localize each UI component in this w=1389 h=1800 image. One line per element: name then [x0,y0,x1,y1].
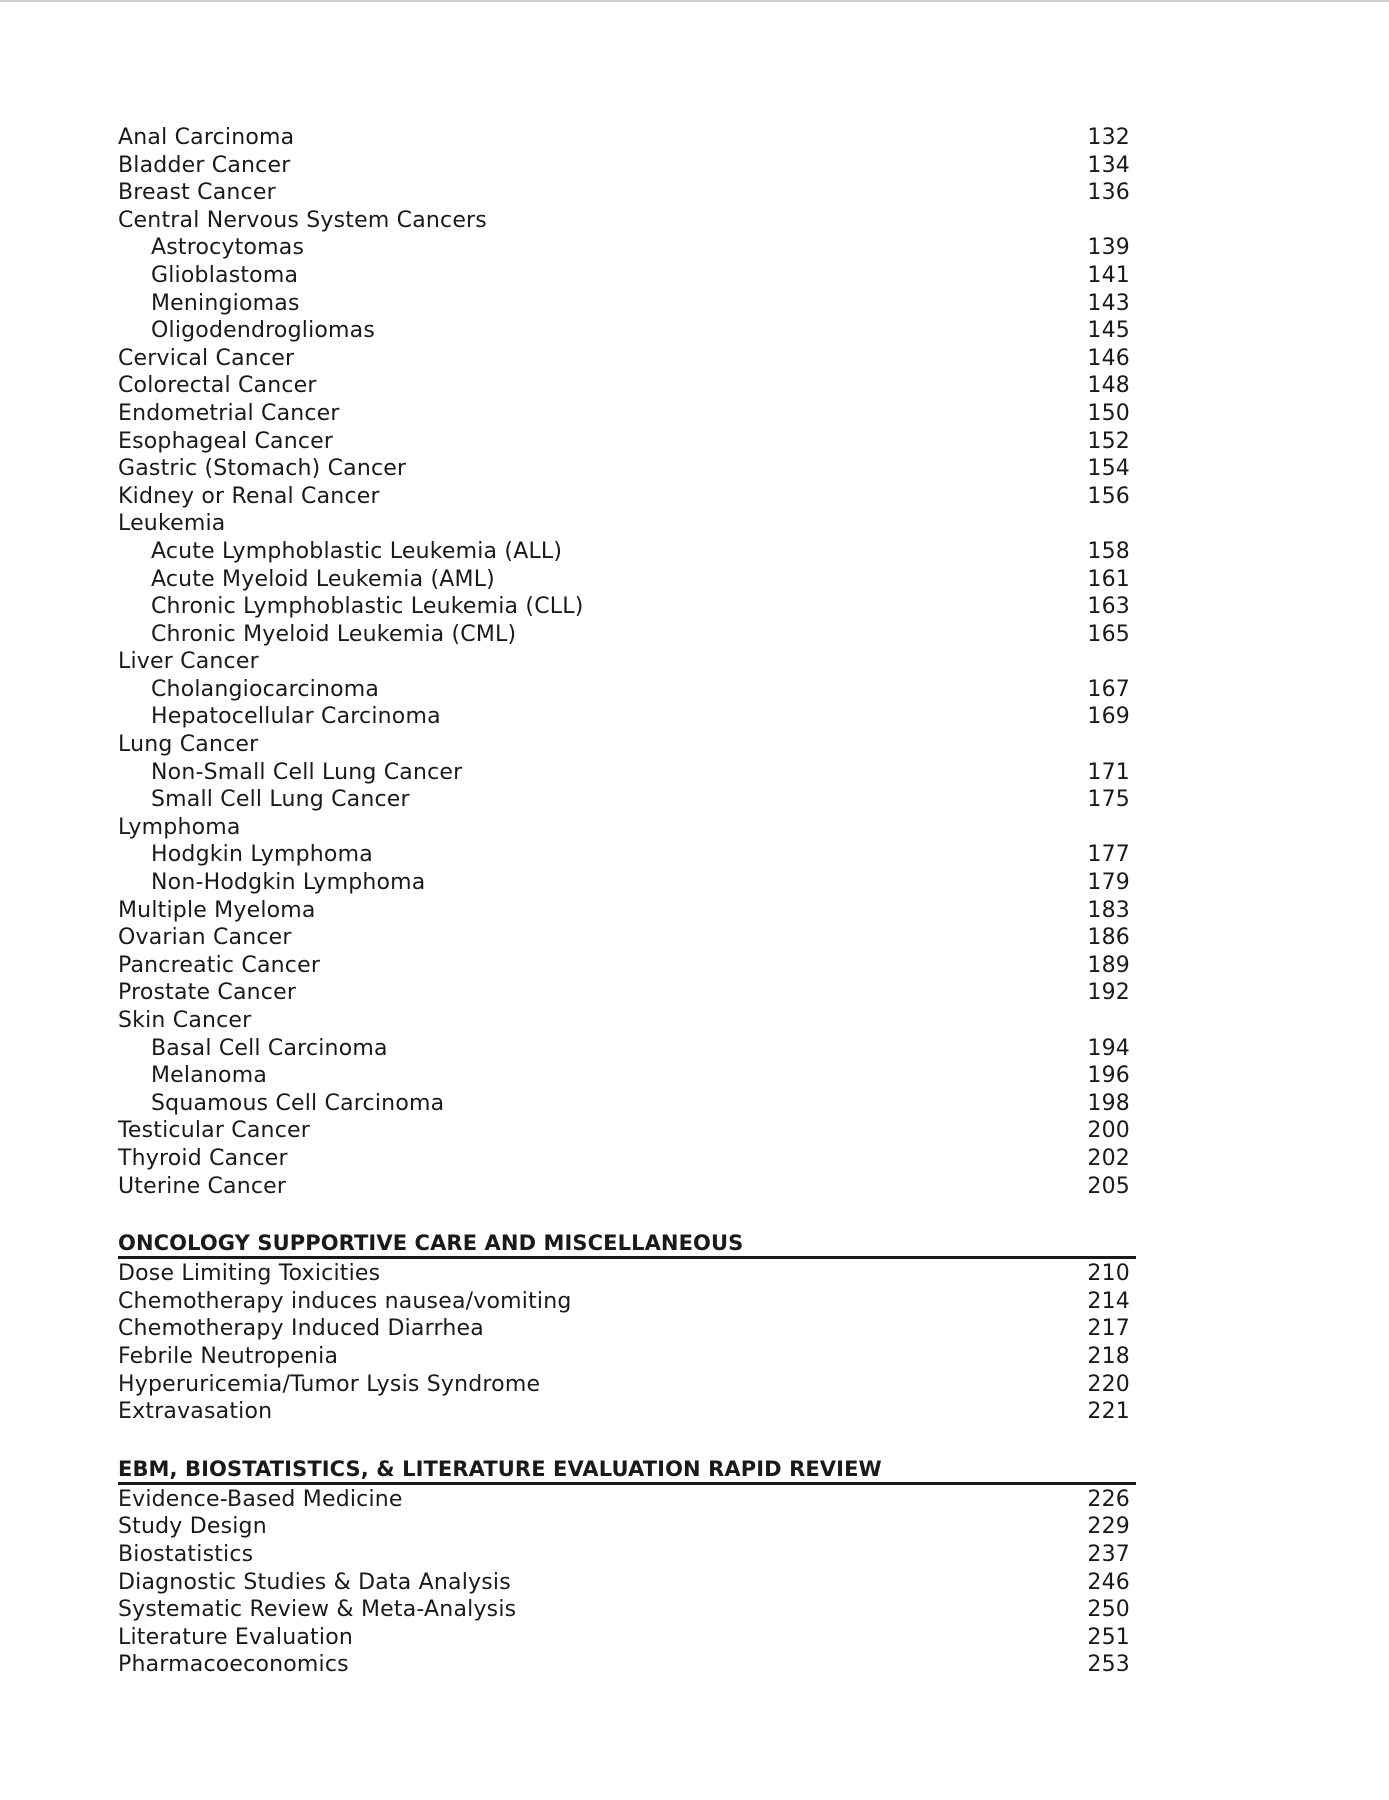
toc-entry-label: Gastric (Stomach) Cancer [118,456,407,482]
toc-entry[interactable] [118,1288,1136,1316]
toc-page-number: 171 [1087,759,1130,785]
toc-entry[interactable] [118,1651,1136,1679]
toc-entry[interactable] [118,1145,1136,1173]
toc-entry[interactable] [118,428,1136,456]
toc-entry-label: Skin Cancer [118,1008,252,1033]
toc-entry[interactable] [118,400,1136,428]
toc-entry-label: Esophageal Cancer [118,428,334,454]
toc-entry[interactable] [118,1173,1136,1201]
toc-page-number: 136 [1087,180,1130,206]
toc-entry-label: Lung Cancer [118,732,259,758]
toc-entry[interactable] [118,124,1136,152]
toc-page-number: 143 [1087,290,1130,316]
toc-sections [118,1228,1136,1679]
toc-entry[interactable] [118,924,1136,952]
toc-page-number: 189 [1087,952,1130,978]
toc-page-number: 148 [1087,373,1130,399]
toc-entry-label: Uterine Cancer [118,1173,287,1199]
toc-page-number: 141 [1087,262,1130,288]
toc-page-number: 139 [1087,235,1130,261]
toc-entry-label: Chemotherapy Induced Diarrhea [118,1316,484,1342]
toc-page-number: 152 [1087,428,1130,454]
toc-entry[interactable] [118,1007,1136,1035]
toc-page-number: 205 [1087,1173,1130,1199]
toc-entry-label: Central Nervous System Cancers [118,207,487,233]
toc-entry[interactable] [118,1343,1136,1371]
toc-page-number: 237 [1087,1541,1130,1567]
toc-page-number: 154 [1087,456,1130,482]
toc-subentry[interactable] [118,290,1136,318]
toc-subentry[interactable] [118,676,1136,704]
toc-entry[interactable] [118,179,1136,207]
toc-subentry[interactable] [118,1090,1136,1118]
toc-page-number: 198 [1087,1090,1130,1116]
toc-page-number: 194 [1087,1035,1130,1061]
toc-entry-label: Kidney or Renal Cancer [118,483,380,509]
toc-entry-label: Evidence-Based Medicine [118,1486,403,1512]
toc-entry[interactable] [118,1541,1136,1569]
toc-page-number: 158 [1087,538,1130,564]
toc-entry[interactable] [118,1371,1136,1399]
toc-entry-label: Liver Cancer [118,649,259,675]
section-entries [118,1259,1136,1426]
toc-entry-label: Pharmacoeconomics [118,1652,349,1678]
toc-page-number: 183 [1087,897,1130,923]
toc-page-number: 177 [1087,842,1130,868]
toc-entry[interactable] [118,1624,1136,1652]
toc-subentry[interactable] [118,593,1136,621]
toc-entry-label: Testicular Cancer [118,1118,310,1144]
toc-page-number: 214 [1087,1288,1130,1314]
toc-entry-label: Lymphoma [118,814,241,840]
section-heading: EBM, BIOSTATISTICS, & LITERATURE EVALUATION RAPID REVIEW [118,1454,1136,1485]
toc-entry-label: Non-Small Cell Lung Cancer [151,759,463,785]
toc-subentry[interactable] [118,317,1136,345]
toc-entry-label: Ovarian Cancer [118,925,292,951]
toc-entry-label: Biostatistics [118,1541,254,1567]
toc-entry-label: Astrocytomas [151,235,305,261]
toc-page-number: 150 [1087,400,1130,426]
toc-entry-label: Diagnostic Studies & Data Analysis [118,1569,511,1595]
toc-entry-label: Hyperuricemia/Tumor Lysis Syndrome [118,1371,541,1397]
toc-entry[interactable] [118,1486,1136,1514]
toc-entry[interactable] [118,1117,1136,1145]
toc-entry[interactable] [118,455,1136,483]
toc-page-number: 175 [1087,787,1130,813]
toc-entry-label: Squamous Cell Carcinoma [151,1090,445,1116]
toc-entry-label: Systematic Review & Meta-Analysis [118,1597,517,1623]
toc-page-number: 251 [1087,1624,1130,1650]
toc-entry-label: Endometrial Cancer [118,400,340,426]
toc-entry-label: Chronic Myeloid Leukemia (CML) [151,621,517,647]
toc-entry[interactable] [118,207,1136,235]
toc-entry-label: Thyroid Cancer [118,1145,288,1171]
toc-subentry[interactable] [118,759,1136,787]
toc-page-number: 220 [1087,1371,1130,1397]
toc-subentry[interactable] [118,1035,1136,1063]
toc-subentry[interactable] [118,538,1136,566]
toc-subentry[interactable] [118,621,1136,649]
toc-entry[interactable] [118,1398,1136,1426]
section-heading: ONCOLOGY SUPPORTIVE CARE AND MISCELLANEOUS [118,1228,1136,1259]
toc-entry-label: Extravasation [118,1399,273,1425]
toc-page-number: 246 [1087,1569,1130,1595]
toc-entry-label: Prostate Cancer [118,980,297,1006]
toc-page-number: 146 [1087,345,1130,371]
toc-entry-label: Cervical Cancer [118,345,295,371]
toc-entry-label: Chemotherapy induces nausea/vomiting [118,1288,572,1314]
toc-entry-label: Literature Evaluation [118,1624,353,1650]
toc-entry[interactable] [118,1260,1136,1288]
toc-page-number: 179 [1087,870,1130,896]
toc-entry-label: Colorectal Cancer [118,373,317,399]
toc-entry[interactable] [118,483,1136,511]
toc-entry-label: Chronic Lymphoblastic Leukemia (CLL) [151,594,584,620]
toc-page-number: 196 [1087,1063,1130,1089]
toc-page-number: 250 [1087,1597,1130,1623]
toc-entry[interactable] [118,152,1136,180]
toc-entry[interactable] [118,897,1136,925]
toc-entry-label: Cholangiocarcinoma [151,676,380,702]
toc-entry-label: Meningiomas [151,290,300,316]
page-top-rule [0,0,1389,2]
toc-page-number: 132 [1087,125,1130,150]
toc-page-number: 156 [1087,483,1130,509]
toc-entry-label: Bladder Cancer [118,152,291,178]
section-entries [118,1485,1136,1679]
toc-entry-label: Anal Carcinoma [118,125,295,150]
toc-page-number: 163 [1087,594,1130,620]
toc-entry[interactable] [118,510,1136,538]
toc-subentry[interactable] [118,841,1136,869]
toc-subentry[interactable] [118,566,1136,594]
toc-page-number: 210 [1087,1261,1130,1287]
toc-page-number: 200 [1087,1118,1130,1144]
toc-entry-label: Acute Lymphoblastic Leukemia (ALL) [151,538,563,564]
toc-entry[interactable] [118,731,1136,759]
toc-entry-label: Febrile Neutropenia [118,1343,339,1369]
toc-page-number: 134 [1087,152,1130,178]
toc-entry-label: Glioblastoma [151,262,299,288]
toc-entry-label: Breast Cancer [118,180,276,206]
toc-entry[interactable] [118,979,1136,1007]
toc-entry-label: Study Design [118,1514,267,1540]
toc-entry[interactable] [118,952,1136,980]
toc-page-number: 229 [1087,1514,1130,1540]
toc-page-number: 161 [1087,566,1130,592]
toc-entry-label: Multiple Myeloma [118,897,316,923]
toc-page-number: 253 [1087,1652,1130,1678]
toc-entry-label: Melanoma [151,1063,268,1089]
toc-page-number: 186 [1087,925,1130,951]
toc-entry[interactable] [118,814,1136,842]
toc-page-number: 218 [1087,1343,1130,1369]
toc-page-number: 217 [1087,1316,1130,1342]
toc-page-number: 226 [1087,1486,1130,1512]
toc-entry-label: Basal Cell Carcinoma [151,1035,388,1061]
toc-entry[interactable] [118,648,1136,676]
toc-entry-label: Acute Myeloid Leukemia (AML) [151,566,495,592]
toc-page-number: 192 [1087,980,1130,1006]
table-of-contents [118,124,1136,1679]
toc-page-number: 202 [1087,1145,1130,1171]
toc-page-number: 145 [1087,318,1130,344]
toc-page-number: 165 [1087,621,1130,647]
toc-subentry[interactable] [118,262,1136,290]
toc-entry-label: Oligodendrogliomas [151,318,376,344]
toc-main-entries [118,124,1136,1200]
toc-entry-label: Non-Hodgkin Lymphoma [151,870,426,896]
toc-entry[interactable] [118,372,1136,400]
toc-subentry[interactable] [118,703,1136,731]
toc-entry[interactable] [118,1315,1136,1343]
toc-entry-label: Small Cell Lung Cancer [151,787,410,813]
toc-subentry[interactable] [118,869,1136,897]
toc-entry-label: Hodgkin Lymphoma [151,842,373,868]
toc-entry-label: Hepatocellular Carcinoma [151,704,441,730]
toc-entry[interactable] [118,1569,1136,1597]
toc-entry-label: Leukemia [118,511,226,537]
toc-subentry[interactable] [118,234,1136,262]
toc-subentry[interactable] [118,786,1136,814]
toc-page-number: 169 [1087,704,1130,730]
toc-entry[interactable] [118,345,1136,373]
toc-subentry[interactable] [118,1062,1136,1090]
toc-page-number: 167 [1087,676,1130,702]
toc-entry-label: Dose Limiting Toxicities [118,1261,381,1287]
toc-entry[interactable] [118,1596,1136,1624]
toc-page-number: 221 [1087,1399,1130,1425]
toc-entry[interactable] [118,1513,1136,1541]
toc-entry-label: Pancreatic Cancer [118,952,321,978]
